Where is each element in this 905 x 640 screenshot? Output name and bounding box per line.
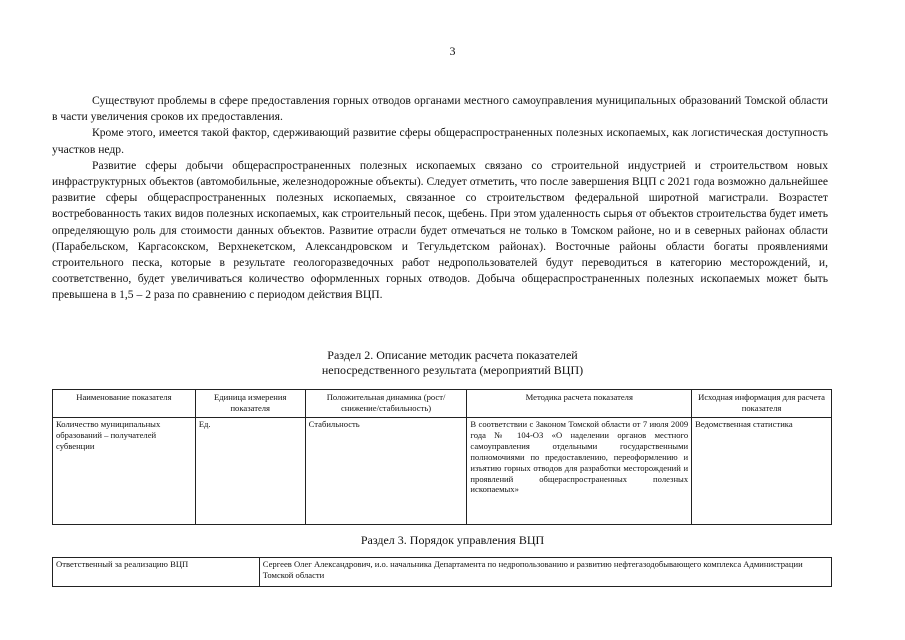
- indicator-name-cell: Количество муниципальных образований – получателей субвенции: [53, 418, 196, 525]
- header-cell: Наименование показателя: [53, 390, 196, 418]
- source-cell: Ведомственная статистика: [692, 418, 832, 525]
- header-cell: Методика расчета показателя: [467, 390, 692, 418]
- responsible-label-cell: Ответственный за реализацию ВЦП: [53, 558, 260, 587]
- responsible-value-cell: Сергеев Олег Александрович, и.о. начальника Департамента по недропользованию и развитию нефтегазодобывающего комплекса Администрации Томской области: [259, 558, 831, 587]
- body-text: [52, 93, 828, 304]
- table-row: [53, 558, 832, 587]
- dynamics-cell: Стабильность: [305, 418, 467, 525]
- header-cell: Исходная информация для расчета показателя: [692, 390, 832, 418]
- table-header-row: [53, 390, 832, 418]
- page-number: 3: [449, 44, 456, 58]
- table-row: [53, 418, 832, 525]
- section-2-title-line-1: Раздел 2. Описание методик расчета показателей: [327, 348, 578, 362]
- header-cell: Единица измерения показателя: [195, 390, 305, 418]
- paragraph: Развитие сферы добычи общераспространенных полезных ископаемых связано со строительной индустрией и строительством новых инфраструктурных объектов (автомобильные, железнодорожные объекты). Следует отметить, что после завершения ВЦП с 2021 года возможно дальнейшее развитие сферы общераспространенных полезных ископаемых, связанное со строительством федеральной широтной магистрали. Возрастет востребованность таких видов полезных ископаемых, как строительный песок, щебень. При этом удаленность сырья от объектов строительства будет иметь определяющую роль для стоимости данных объектов. Развитие отрасли будет отмечаться не только в Томском районе, но и в северных районах области (Парабельском, Каргасокском, Верхнекетском, Александровском и Тегульдетском районах). Восточные районы области богаты проявлениями строительного песка, которые в результате геологоразведочных работ недропользователей будут переводиться в категорию месторождений, и, соответственно, будет увеличиваться количество оформленных горных отводов. Добыча общераспространенных полезных ископаемых может быть превышена в 1,5 – 2 раза по сравнению с периодом действия ВЦП.: [52, 158, 828, 302]
- indicators-table: [52, 389, 832, 525]
- section-2-title: [0, 348, 905, 378]
- management-table: [52, 557, 832, 587]
- header-cell: Положительная динамика (рост/снижение/стабильность): [305, 390, 467, 418]
- unit-cell: Ед.: [195, 418, 305, 525]
- method-cell: В соответствии с Законом Томской области от 7 июля 2009 года № 104-ОЗ «О наделении органов местного самоуправления отдельными государственными полномочиями по предоставлению, переоформлению и изъятию горных отводов для разработки месторождений и проявлений общераспространенных полезных ископаемых»: [467, 418, 692, 525]
- paragraph: Существуют проблемы в сфере предоставления горных отводов органами местного самоуправления муниципальных образований Томской области в части увеличения сроков их предоставления.: [52, 94, 828, 124]
- section-3-title: Раздел 3. Порядок управления ВЦП: [360, 533, 545, 547]
- section-2-title-line-2: непосредственного результата (мероприятий ВЦП): [321, 363, 584, 377]
- paragraph: Кроме этого, имеется такой фактор, сдерживающий развитие сферы общераспространенных полезных ископаемых, как логистическая доступность участков недр.: [52, 126, 828, 156]
